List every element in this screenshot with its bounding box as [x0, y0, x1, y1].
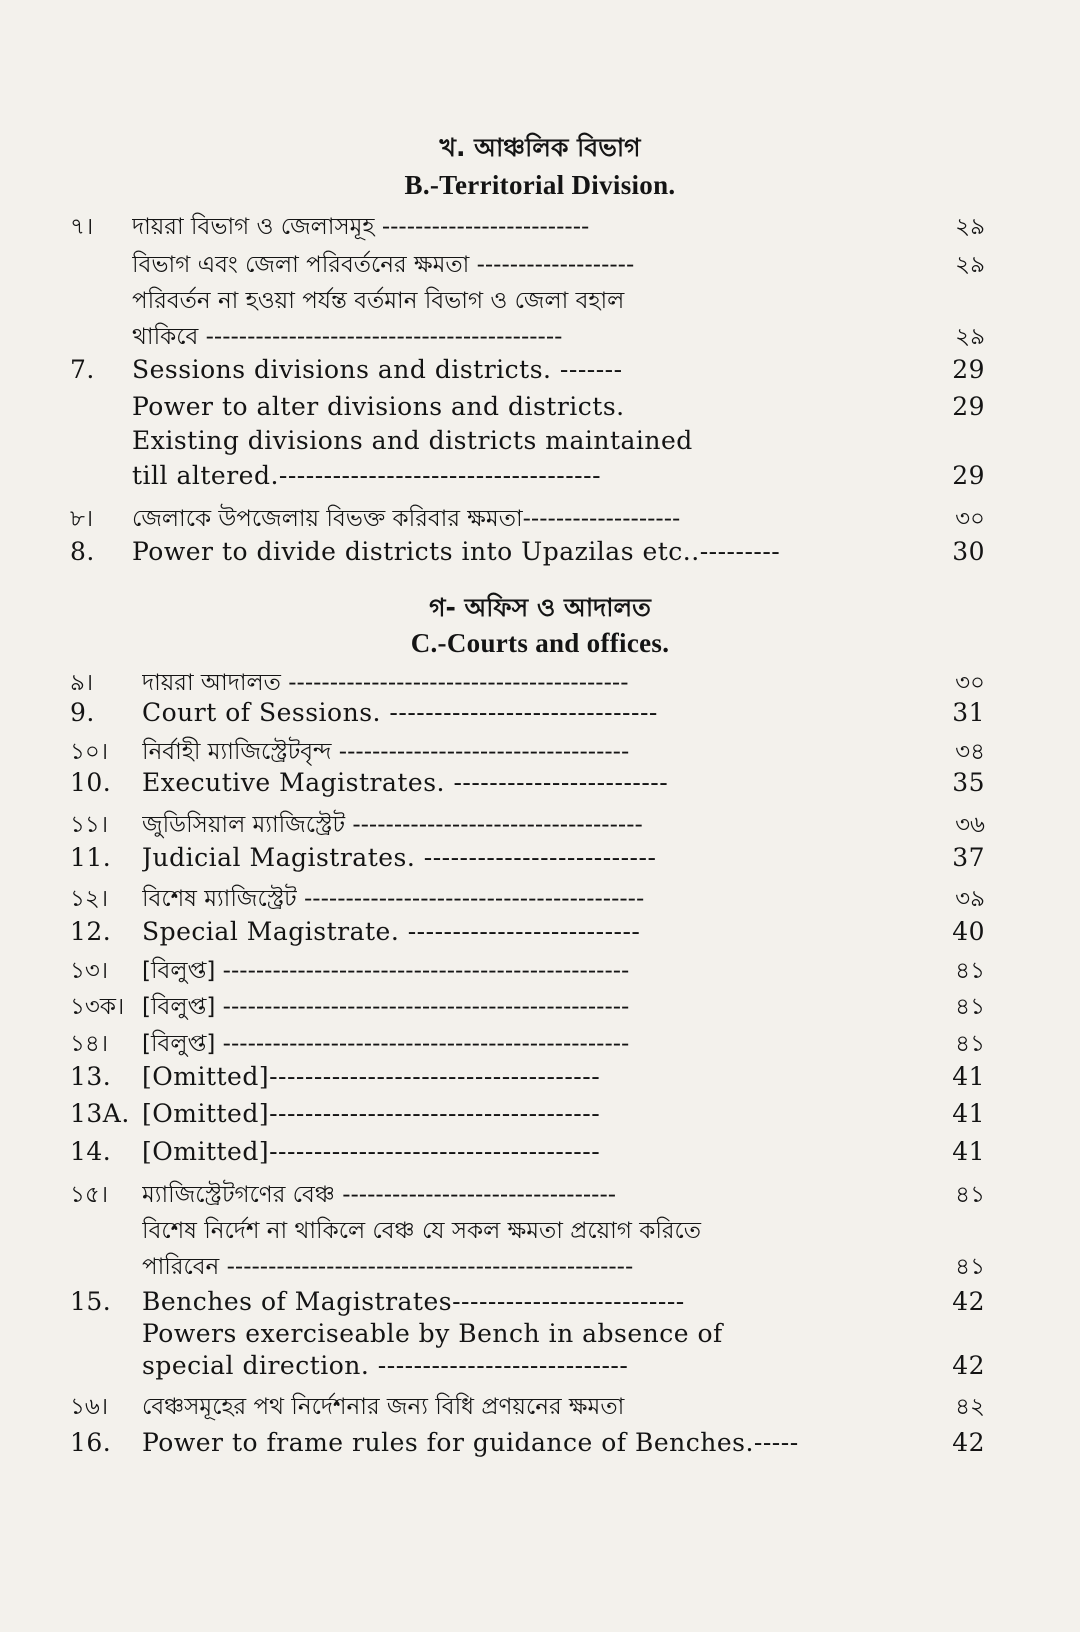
- section-number: 8.: [70, 537, 95, 566]
- page-number: ৩৬: [955, 812, 985, 838]
- section-title: special direction. ----------------------------: [142, 1351, 629, 1380]
- section-number: ১০।: [70, 739, 109, 765]
- section-number: 12.: [70, 917, 112, 946]
- toc-row: [0, 537, 1080, 573]
- section-number: ৮।: [70, 506, 94, 532]
- page-number: ৪১: [955, 1031, 985, 1057]
- toc-row: [0, 392, 1080, 428]
- section-title: [বিলুপ্ত] -------------------------------------------------: [142, 1031, 630, 1057]
- toc-row: [0, 664, 1080, 700]
- toc-row: [0, 843, 1080, 879]
- section-title: বিশেষ ম্যাজিস্ট্রেট -----------------------------------------: [142, 886, 645, 912]
- toc-row: [0, 988, 1080, 1024]
- toc-row: [0, 1212, 1080, 1248]
- page-number: ৪২: [955, 1394, 985, 1420]
- page-number: 41: [952, 1062, 985, 1091]
- page-number: ৪১: [955, 1254, 985, 1280]
- section-title: Executive Magistrates. ------------------------: [142, 768, 669, 797]
- section-c-heading-bn: গ- অফিস ও আদালত: [429, 593, 651, 622]
- page-number: 29: [952, 355, 985, 384]
- page-number: 42: [952, 1287, 985, 1316]
- toc-row: [0, 698, 1080, 734]
- section-number: 13.: [70, 1062, 112, 1091]
- section-title: Power to alter divisions and districts.: [132, 392, 625, 421]
- toc-row: [0, 768, 1080, 804]
- section-title: Judicial Magistrates. --------------------------: [142, 843, 657, 872]
- section-number: 11.: [70, 843, 112, 872]
- section-number: 7.: [70, 355, 95, 384]
- toc-row: [0, 1428, 1080, 1464]
- page-number: 35: [952, 768, 985, 797]
- section-number: 13A.: [70, 1099, 130, 1128]
- section-title: Existing divisions and districts maintained: [132, 426, 693, 455]
- section-number: ১৪।: [70, 1031, 109, 1057]
- toc-row: [0, 1287, 1080, 1323]
- toc-row: [0, 806, 1080, 842]
- section-title: Sessions divisions and districts. -------: [132, 355, 623, 384]
- toc-row: [0, 952, 1080, 988]
- toc-row: [0, 1062, 1080, 1098]
- page-number: 31: [952, 698, 985, 727]
- page-number: ৩০: [955, 670, 985, 696]
- section-title: পরিবর্তন না হওয়া পর্যন্ত বর্তমান বিভাগ ও জেলা বহাল: [132, 288, 625, 314]
- section-title: Powers exerciseable by Bench in absence of: [142, 1319, 723, 1348]
- section-title: Special Magistrate. --------------------------: [142, 917, 641, 946]
- section-title: জেলাকে উপজেলায় বিভক্ত করিবার ক্ষমতা-------------------: [132, 506, 681, 532]
- section-title: দায়রা বিভাগ ও জেলাসমূহ -------------------------: [132, 214, 590, 240]
- section-number: 14.: [70, 1137, 112, 1166]
- page-number: ৪১: [955, 1182, 985, 1208]
- page-number: 42: [952, 1351, 985, 1380]
- section-title: বেঞ্চসমূহের পথ নির্দেশনার জন্য বিধি প্রণয়নের ক্ষমতা: [142, 1394, 625, 1420]
- section-title: দায়রা আদালত -----------------------------------------: [142, 670, 629, 696]
- page-number: ৪১: [955, 958, 985, 984]
- section-title: নির্বাহী ম্যাজিস্ট্রেটবৃন্দ -----------------------------------: [142, 739, 630, 765]
- toc-row: [0, 461, 1080, 497]
- page-number: 30: [952, 537, 985, 566]
- section-number: ১৫।: [70, 1182, 109, 1208]
- section-title: বিশেষ নির্দেশ না থাকিলে বেঞ্চ যে সকল ক্ষমতা প্রয়োগ করিতে: [142, 1218, 702, 1244]
- section-c-heading-en: C.-Courts and offices.: [410, 628, 670, 658]
- page-number: 40: [952, 917, 985, 946]
- page-number: 41: [952, 1137, 985, 1166]
- section-number: 10.: [70, 768, 112, 797]
- toc-row: [0, 1099, 1080, 1135]
- section-number: ১২।: [70, 886, 109, 912]
- page-number: 37: [952, 843, 985, 872]
- section-b-heading-en: B.-Territorial Division.: [404, 170, 676, 200]
- page-number: ২৯: [955, 252, 985, 278]
- page-number: ৩০: [955, 506, 985, 532]
- section-title: পারিবেন -------------------------------------------------: [142, 1254, 634, 1280]
- section-title: [Omitted]-------------------------------------: [142, 1099, 601, 1128]
- page-number: 29: [952, 461, 985, 490]
- page-number: 29: [952, 392, 985, 421]
- toc-row: [0, 426, 1080, 462]
- toc-row: [0, 208, 1080, 244]
- section-title: থাকিবে -------------------------------------------: [132, 324, 563, 350]
- section-title: বিভাগ এবং জেলা পরিবর্তনের ক্ষমতা -------------------: [132, 252, 635, 278]
- toc-row: [0, 246, 1080, 282]
- toc-row: [0, 500, 1080, 536]
- section-number: ৯।: [70, 670, 94, 696]
- section-title: জুডিসিয়াল ম্যাজিস্ট্রেট -----------------------------------: [142, 812, 643, 838]
- section-number: ১৬।: [70, 1394, 109, 1420]
- toc-row: [0, 917, 1080, 953]
- toc-row: [0, 1351, 1080, 1387]
- page-number: ৩৪: [955, 739, 985, 765]
- section-number: 9.: [70, 698, 95, 727]
- toc-row: [0, 1025, 1080, 1061]
- section-number: ১১।: [70, 812, 109, 838]
- toc-row: [0, 1388, 1080, 1424]
- section-number: ১৩।: [70, 958, 109, 984]
- page-number: ৪১: [955, 994, 985, 1020]
- page-number: 42: [952, 1428, 985, 1457]
- toc-row: [0, 282, 1080, 318]
- section-number: 16.: [70, 1428, 112, 1457]
- section-title: ম্যাজিস্ট্রেটগণের বেঞ্চ ---------------------------------: [142, 1182, 617, 1208]
- toc-row: [0, 733, 1080, 769]
- section-number: ১৩ক।: [70, 994, 125, 1020]
- toc-row: [0, 318, 1080, 354]
- toc-row: [0, 1248, 1080, 1284]
- toc-row: [0, 880, 1080, 916]
- section-title: till altered.------------------------------------: [132, 461, 602, 490]
- section-title: [Omitted]-------------------------------------: [142, 1062, 601, 1091]
- toc-row: [0, 355, 1080, 391]
- section-title: Court of Sessions. ------------------------------: [142, 698, 658, 727]
- section-title: [বিলুপ্ত] -------------------------------------------------: [142, 994, 630, 1020]
- page-number: ২৯: [955, 214, 985, 240]
- section-title: Power to divide districts into Upazilas etc..---------: [132, 537, 781, 566]
- section-number: 15.: [70, 1287, 112, 1316]
- toc-row: [0, 1137, 1080, 1173]
- section-title: [Omitted]-------------------------------------: [142, 1137, 601, 1166]
- page-number: ২৯: [955, 324, 985, 350]
- toc-row: [0, 1176, 1080, 1212]
- section-title: [বিলুপ্ত] -------------------------------------------------: [142, 958, 630, 984]
- section-title: Power to frame rules for guidance of Benches.-----: [142, 1428, 799, 1457]
- toc-row: [0, 1319, 1080, 1355]
- section-number: ৭।: [70, 214, 94, 240]
- section-title: Benches of Magistrates--------------------------: [142, 1287, 685, 1316]
- page-number: ৩৯: [955, 886, 985, 912]
- page-number: 41: [952, 1099, 985, 1128]
- section-b-heading-bn: খ. আঞ্চলিক বিভাগ: [439, 133, 641, 162]
